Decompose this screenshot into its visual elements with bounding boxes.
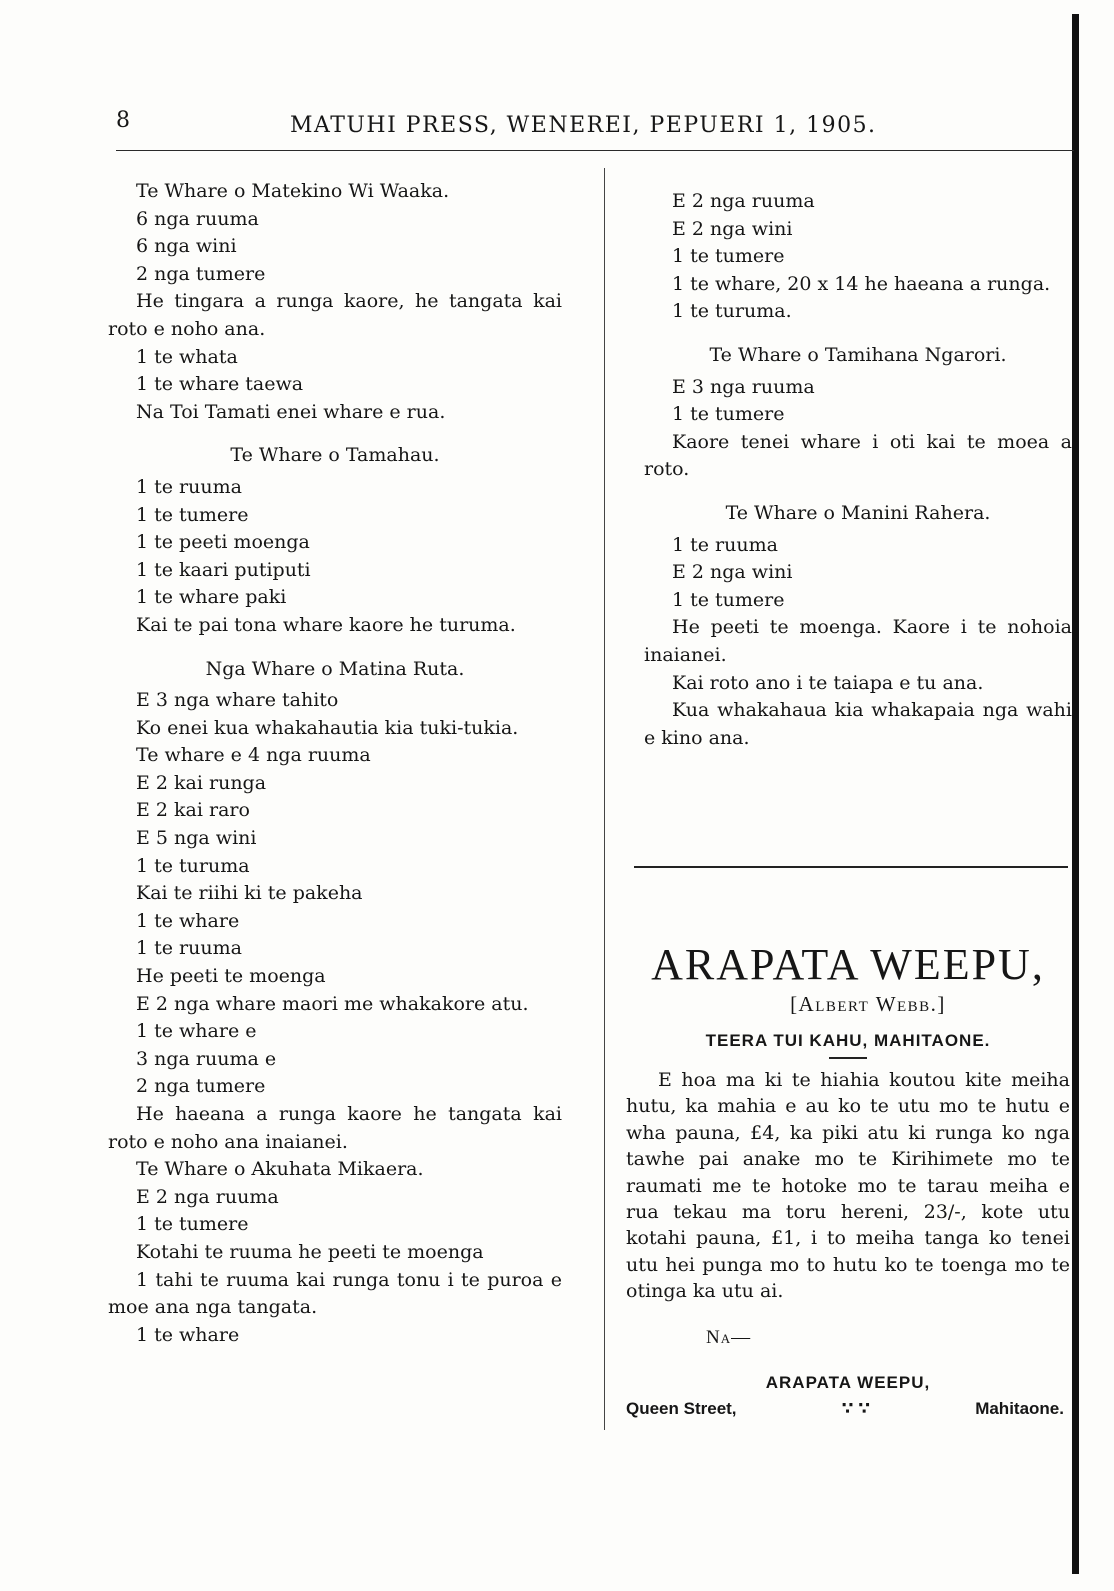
right-column-line: 1 te tumere	[672, 588, 785, 611]
right-column	[644, 188, 1072, 752]
right-column-line: E 2 nga wini	[672, 217, 793, 240]
column-divider	[604, 168, 605, 1430]
left-column-line: He peeti te moenga	[136, 965, 326, 988]
left-column-line: E 3 nga whare tahito	[136, 689, 339, 712]
right-column-heading: Te Whare o Manini Rahera.	[725, 501, 991, 524]
left-column-line: 1 te ruuma	[136, 937, 242, 960]
left-column-line: 1 te whare paki	[136, 586, 287, 609]
right-column-line: 1 te tumere	[672, 245, 785, 268]
right-column-line: 1 te turuma.	[672, 300, 792, 323]
right-column-line: E 2 nga ruuma	[672, 190, 815, 212]
advertiser-name: ARAPATA WEEPU,	[651, 940, 1045, 989]
left-column-line: Kai te riihi ki te pakeha	[136, 882, 363, 905]
page-edge-shadow	[1072, 14, 1079, 1574]
left-column-line: He haeana a runga kaore he tangata kai roto e noho ana inaianei.	[108, 1103, 562, 1153]
advertiser-address: TEERA TUI KAHU, MAHITAONE.	[705, 1031, 991, 1050]
page-number: 8	[116, 108, 130, 133]
right-column-heading: Te Whare o Tamihana Ngarori.	[709, 343, 1007, 366]
left-column-line: E 2 kai runga	[136, 771, 267, 794]
right-column-line: Kua whakahaua kia whakapaia nga wahi e kino ana.	[644, 699, 1072, 749]
advertisement-rule	[634, 866, 1068, 868]
advertisement-from: Na—	[706, 1326, 752, 1348]
left-column-line: 1 te whare	[136, 1323, 240, 1346]
advertisement	[626, 940, 1070, 1419]
left-column-line: 3 nga ruuma e	[136, 1047, 277, 1070]
left-column-line: Te whare e 4 nga ruuma	[136, 744, 371, 767]
advertisement-dash	[829, 1057, 867, 1059]
left-column-line: 1 te turuma	[136, 854, 250, 877]
left-column-line: E 5 nga wini	[136, 827, 257, 850]
left-column-line: 1 te peeti moenga	[136, 531, 310, 554]
left-column-line: 1 te kaari putiputi	[136, 558, 311, 581]
advertiser-alias: [Albert Webb.]	[790, 992, 946, 1016]
left-column-heading: Te Whare o Tamahau.	[230, 444, 440, 467]
advertisement-street-line	[626, 1399, 1064, 1419]
left-column-line: 1 te tumere	[136, 1213, 249, 1236]
right-column-line: E 2 nga wini	[672, 561, 793, 584]
left-column-line: E 2 nga whare maori me whakakore atu.	[136, 992, 529, 1015]
left-column-heading: Nga Whare o Matina Ruta.	[205, 657, 465, 680]
left-column-line: 1 te whare	[136, 909, 240, 932]
advertisement-signature: ARAPATA WEEPU,	[765, 1372, 931, 1392]
right-column-line: 1 te ruuma	[672, 533, 778, 556]
left-column-line: Kotahi te ruuma he peeti te moenga	[136, 1240, 484, 1263]
header-rule	[116, 150, 1074, 151]
left-column-line: He tingara a runga kaore, he tangata kai roto e noho ana.	[108, 290, 562, 340]
right-column-line: 1 te tumere	[672, 403, 785, 426]
right-column-line: Kai roto ano i te taiapa e tu ana.	[672, 671, 984, 694]
left-column-line: 2 nga tumere	[136, 262, 266, 285]
left-column-line: Na Toi Tamati enei whare e rua.	[136, 400, 446, 423]
left-column-line: 1 te whare taewa	[136, 373, 304, 396]
left-column-line: Ko enei kua whakahautia kia tuki-tukia.	[136, 716, 519, 739]
left-column-line: 1 te ruuma	[136, 475, 242, 498]
left-column-line: 1 te whare e	[136, 1020, 257, 1043]
advertisement-town: Mahitaone.	[975, 1398, 1064, 1418]
left-column-line: E 2 kai raro	[136, 799, 250, 822]
left-column-line: E 2 nga ruuma	[136, 1185, 279, 1208]
advertisement-body: E hoa ma ki te hiahia koutou kite meiha hutu, ka mahia e au ko te utu mo te hutu e wha pauna, £4, ka piki atu ki runga ko nga tawhe pai anake mo te Kirihimete mo te raumati me te hotoke mo te tarau meiha e rua tekau ma toru hereni, 23/-, kote utu kotahi pauna, £1, i to meiha tanga ko tenei utu hei punga mo to hutu ko te toenga mo te otinga ka utu ai.	[626, 1069, 1070, 1303]
left-column-line: Kai te pai tona whare kaore he turuma.	[136, 613, 516, 636]
right-column-line: Kaore tenei whare i oti kai te moea a roto.	[644, 430, 1072, 481]
right-column-line: 1 te whare, 20 x 14 he haeana a runga.	[672, 272, 1051, 295]
left-column-line: 1 tahi te ruuma kai runga tonu i te puroa e moe ana nga tangata.	[108, 1268, 562, 1319]
left-column-line: 1 te tumere	[136, 503, 249, 526]
left-column-line: 6 nga wini	[136, 235, 237, 258]
left-column-line: 2 nga tumere	[136, 1075, 266, 1098]
left-column-line: 6 nga ruuma	[136, 207, 259, 230]
left-column-line: Te Whare o Matekino Wi Waaka.	[136, 180, 450, 202]
running-head: MATUHI PRESS, WENEREI, PEPUERI 1, 1905.	[290, 113, 877, 138]
left-column-line: 1 te whata	[136, 345, 238, 368]
advertisement-street: Queen Street,	[626, 1398, 737, 1418]
left-column-line: Te Whare o Akuhata Mikaera.	[136, 1158, 424, 1181]
left-column	[108, 178, 562, 1349]
advertisement-separator: ∵ ∵	[841, 1398, 871, 1418]
right-column-line: E 3 nga ruuma	[672, 375, 815, 398]
right-column-line: He peeti te moenga. Kaore i te nohoia inaianei.	[644, 616, 1072, 666]
